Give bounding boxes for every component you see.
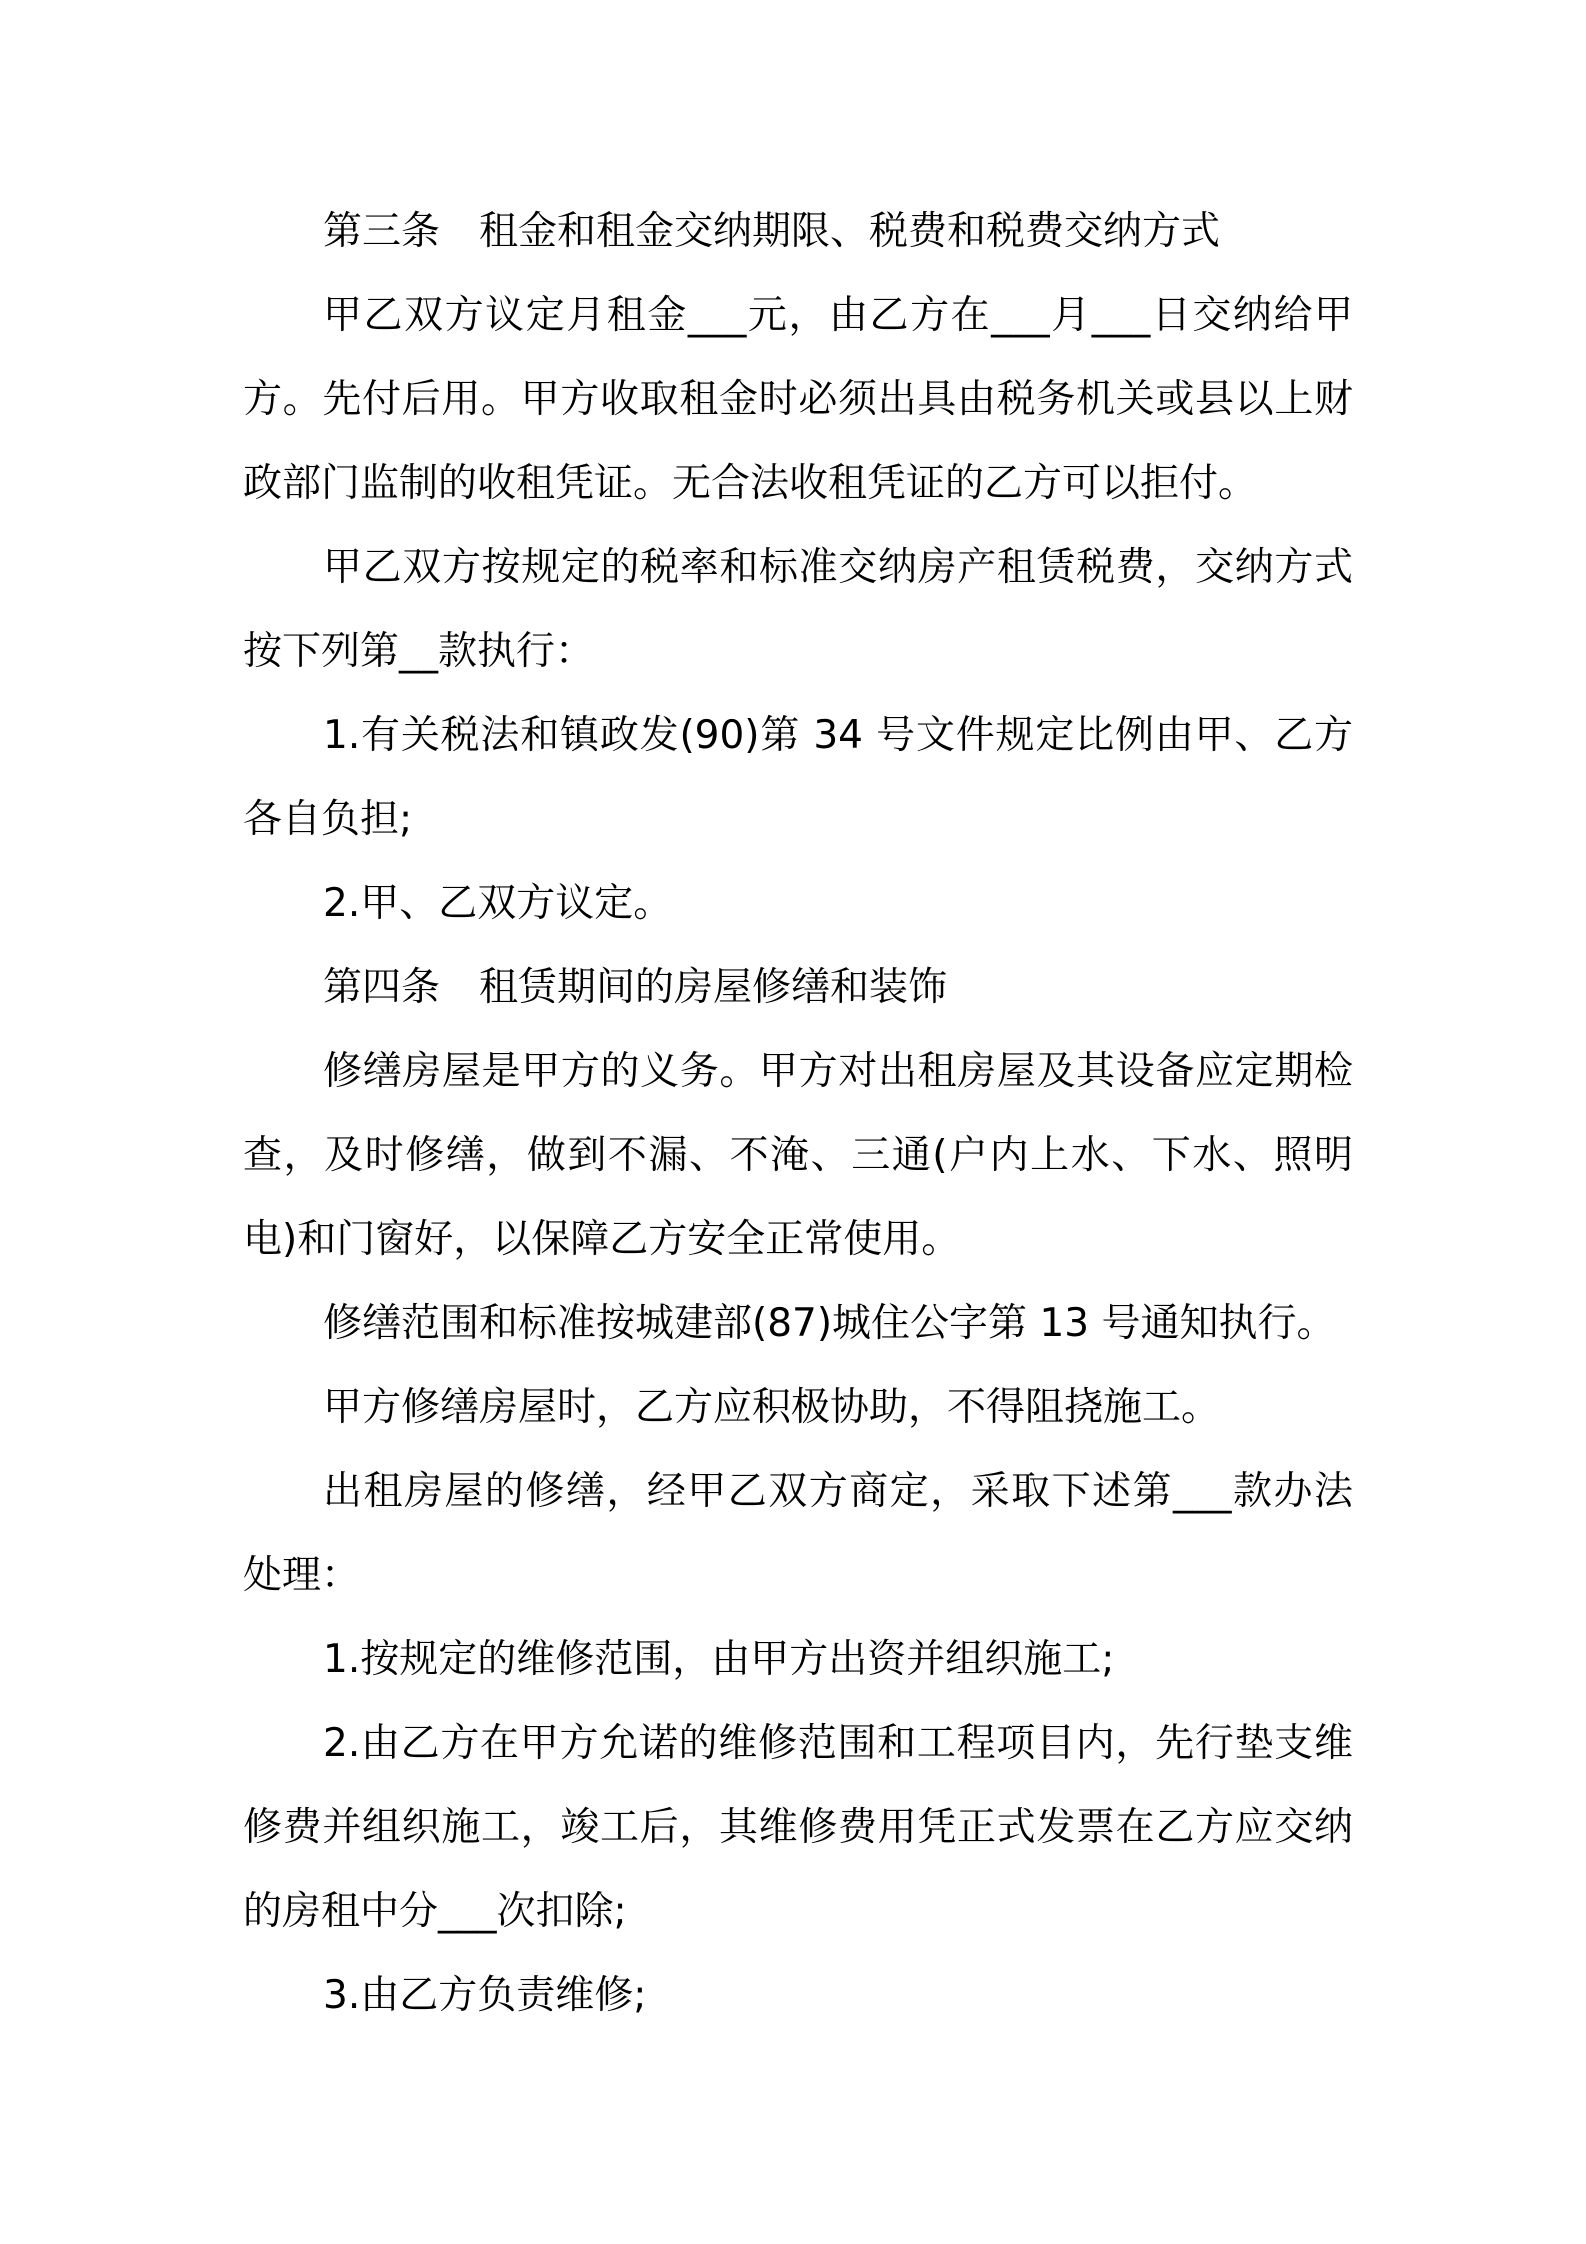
rent-payment-paragraph: 甲乙双方议定月租金___元，由乙方在___月___日交纳给甲方。先付后用。甲方收取租金时必须出具由税务机关或县以上财政部门监制的收租凭证。无合法收租凭证的乙方可以拒付。 xyxy=(243,293,1353,506)
tax-option-2: 2.甲、乙双方议定。 xyxy=(323,881,673,926)
repair-scope-paragraph: 修缮范围和标准按城建部(87)城住公字第 13 号通知执行。 xyxy=(323,1301,1336,1346)
repair-duty-paragraph: 修缮房屋是甲方的义务。甲方对出租房屋及其设备应定期检查，及时修缮，做到不漏、不淹、三通(户内上水、下水、照明电)和门窗好，以保障乙方安全正常使用。 xyxy=(243,1049,1353,1262)
article-3-heading: 第三条 租金和租金交纳期限、税费和税费交纳方式 xyxy=(323,209,1221,254)
repair-option-2: 2.由乙方在甲方允诺的维修范围和工程项目内，先行垫支维修费并组织施工，竣工后，其维修费用凭正式发票在乙方应交纳的房租中分___次扣除; xyxy=(243,1721,1353,1934)
repair-cooperation-paragraph: 甲方修缮房屋时，乙方应积极协助，不得阻挠施工。 xyxy=(323,1385,1221,1430)
tax-payment-paragraph: 甲乙双方按规定的税率和标准交纳房产租赁税费，交纳方式按下列第__款执行： xyxy=(243,545,1353,674)
repair-method-paragraph: 出租房屋的修缮，经甲乙双方商定，采取下述第___款办法处理： xyxy=(243,1469,1353,1598)
repair-option-3: 3.由乙方负责维修; xyxy=(323,1973,647,2018)
repair-option-1: 1.按规定的维修范围，由甲方出资并组织施工; xyxy=(323,1637,1115,1682)
document-body xyxy=(243,190,1353,2038)
tax-option-1: 1.有关税法和镇政发(90)第 34 号文件规定比例由甲、乙方各自负担; xyxy=(243,713,1353,842)
article-4-heading: 第四条 租赁期间的房屋修缮和装饰 xyxy=(323,965,948,1010)
